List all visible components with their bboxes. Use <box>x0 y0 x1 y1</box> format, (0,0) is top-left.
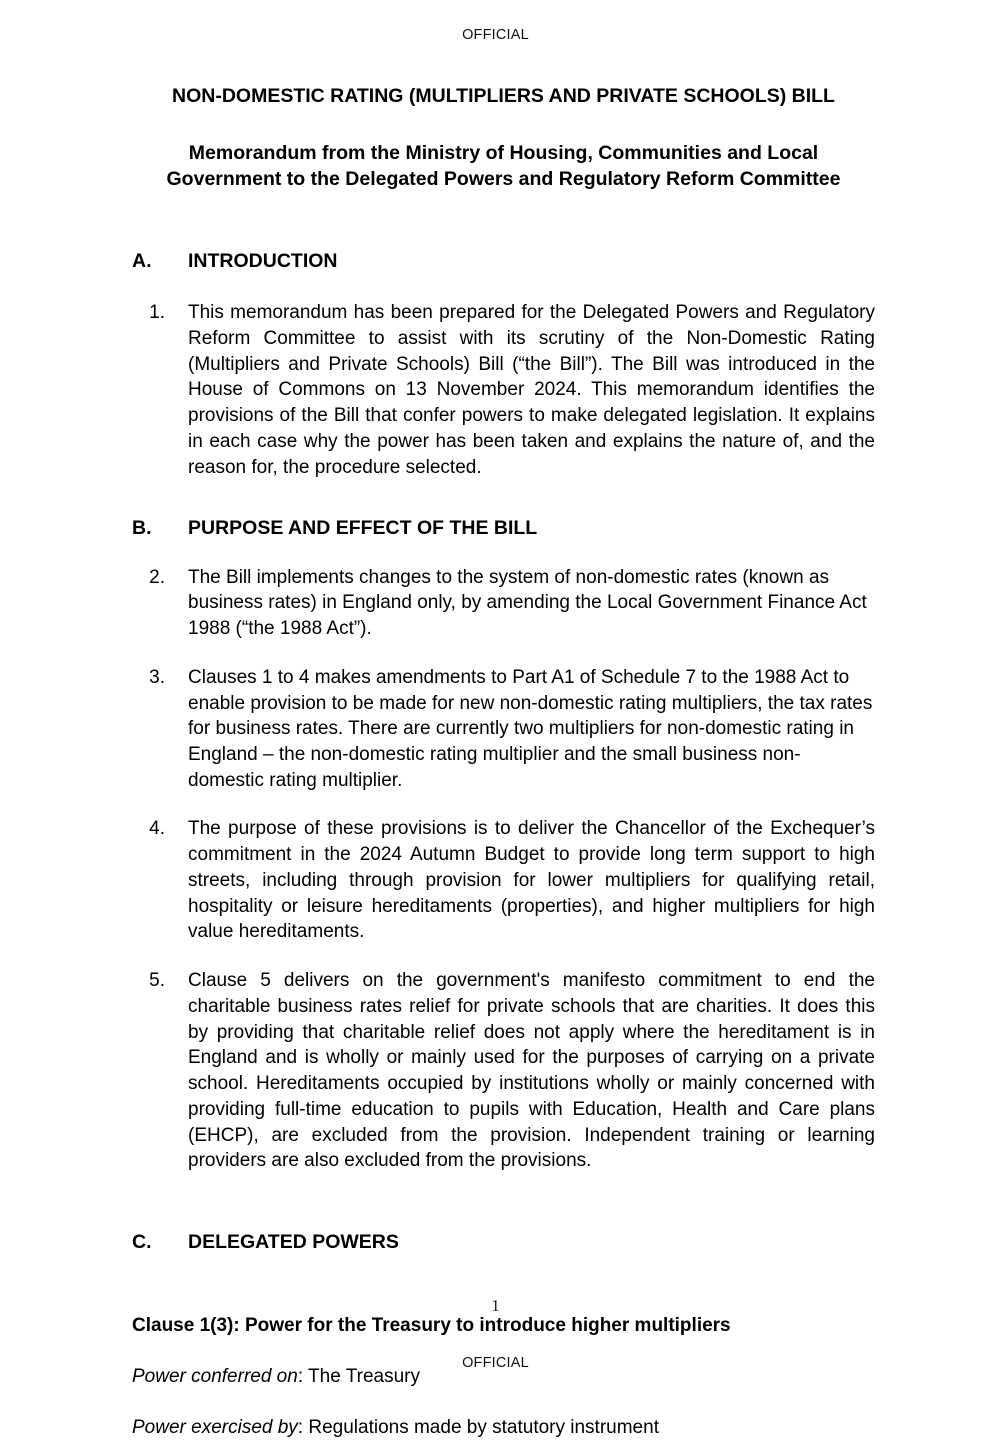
section-title-c: DELEGATED POWERS <box>188 1231 399 1254</box>
paragraph-4 <box>132 816 875 945</box>
section-letter-c: C. <box>132 1231 152 1254</box>
section-title-a: INTRODUCTION <box>188 249 338 272</box>
paragraph-text: This memorandum has been prepared for the Delegated Powers and Regulatory Reform Committee to assist with its scrutiny of the Non-Domestic Rating (Multipliers and Private Schools) Bill (“the Bill”). The Bill was introduced in the House of Commons on 13 November 2024. This memorandum identifies the provisions of the Bill that confer powers to make delegated legislation. It explains in each case why the power has been taken and explains the nature of, and the reason for, the procedure selected. <box>188 302 875 478</box>
section-letter-a: A. <box>132 249 152 272</box>
paragraph-text: Clauses 1 to 4 makes amendments to Part A1 of Schedule 7 to the 1988 Act to enable provision to be made for new non-domestic rating multipliers, the tax rates for business rates. There are currently two multipliers for non-domestic rating in England – the non-domestic rating multiplier and the small business non-domestic rating multiplier. <box>188 666 873 791</box>
document-title: NON-DOMESTIC RATING (MULTIPLIERS AND PRIVATE SCHOOLS) BILL <box>172 85 835 107</box>
footer-classification: OFFICIAL <box>462 1355 529 1371</box>
power-conferred-on-label: Power conferred on <box>132 1366 298 1387</box>
paragraph-number: 2. <box>149 566 165 588</box>
paragraph-3 <box>132 665 875 794</box>
paragraph-number: 4. <box>149 818 165 840</box>
document-content <box>132 84 875 1440</box>
paragraph-5 <box>132 968 875 1174</box>
section-heading-b <box>132 516 875 541</box>
paragraph-text: The Bill implements changes to the system of non-domestic rates (known as business rates) in England only, by amending the Local Government Finance Act 1988 (“the 1988 Act”). <box>188 566 867 640</box>
page-number: 1 <box>491 1296 500 1315</box>
paragraph-1 <box>132 300 875 480</box>
power-exercised-by-value: : Regulations made by statutory instrument <box>297 1416 659 1438</box>
power-exercised-by-label: Power exercised by <box>132 1416 298 1438</box>
paragraph-number: 5. <box>149 970 165 992</box>
power-conferred-on-value: : The Treasury <box>297 1366 420 1387</box>
section-heading-c <box>132 1230 875 1255</box>
paragraph-text: Clause 5 delivers on the government's manifesto commitment to end the charitable business rates relief for private schools that are charities. It does this by providing that charitable relief does not apply where the hereditament is in England and is wholly or mainly used for the purposes of carrying on a private school. Hereditaments occupied by institutions wholly or mainly concerned with providing full-time education to pupils with Education, Health and Care plans (EHCP), are excluded from the provision. Independent training or learning providers are also excluded from the provisions. <box>188 970 875 1172</box>
header-classification: OFFICIAL <box>462 27 529 43</box>
section-heading-a <box>132 249 875 274</box>
paragraph-number: 1. <box>149 302 165 324</box>
clause-heading: Clause 1(3): Power for the Treasury to introduce higher multipliers <box>132 1315 731 1337</box>
paragraph-text: The purpose of these provisions is to deliver the Chancellor of the Exchequer’s commitment in the 2024 Autumn Budget to provide long term support to high streets, including through provision for lower multipliers for qualifying retail, hospitality or leisure hereditaments (properties), and higher multipliers for high value hereditaments. <box>188 818 875 943</box>
paragraph-2 <box>132 565 875 642</box>
section-title-b: PURPOSE AND EFFECT OF THE BILL <box>188 517 538 540</box>
section-letter-b: B. <box>132 517 152 540</box>
paragraph-number: 3. <box>149 666 165 688</box>
power-exercised-by-line <box>132 1415 875 1440</box>
document-subtitle: Memorandum from the Ministry of Housing, Communities and Local Government to the Delegated Powers and Regulatory Reform Committee <box>166 141 841 190</box>
